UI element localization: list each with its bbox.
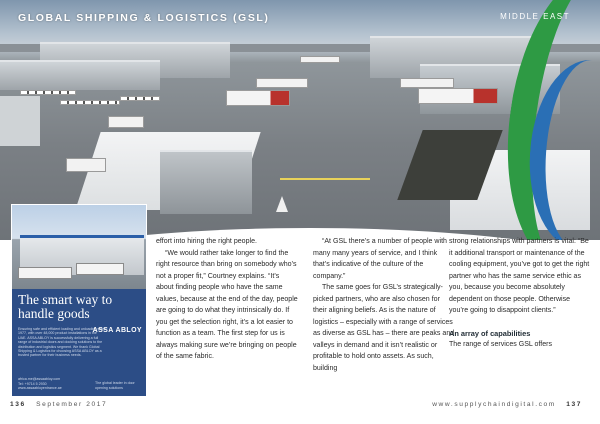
assa-abloy-advert[interactable] [11, 204, 147, 397]
warehouse-front-wall [160, 150, 252, 214]
road-marking [280, 178, 370, 180]
footer-right [432, 401, 582, 408]
website-link[interactable]: www.supplychaindigital.com [432, 401, 556, 408]
paragraph: The range of services GSL offers [449, 341, 553, 348]
road-arrow [276, 196, 288, 212]
assa-abloy-logo: ASSA ABLOY [92, 327, 142, 334]
subheading: An array of capabilities [449, 328, 531, 338]
ad-body: Ensuring safe and efficient loading and unloading since 1977, with over 48,000 product installations in the UAE. ASSA ABLOY is successfully delivering a full range of industrial doors and docking solutions to the distribution and logistics segment. We thank Global Shipping & Logistics for choosing ASSA ABLOY as a trusted partner for their business needs. [18, 327, 106, 358]
ad-photo [12, 205, 147, 289]
truck [400, 78, 454, 88]
paragraph: The same goes for GSL’s strategically-picked partners, who are also chosen for their aligning beliefs. As is the nature of logistics – especially with a range of services as diverse as GSL has – there are peaks and valleys in demand and it isn’t realistic or profitable to hold onto assets. As such, building [313, 284, 455, 372]
warehouse-left-mid [0, 60, 160, 90]
ad-headline: The smart way to handle goods [18, 292, 113, 321]
ad-tagline: The global leader in door opening solutions [95, 381, 135, 390]
truck [418, 88, 498, 104]
paragraph: strong relationships with partners is vital: “Be it additional transport or maintenance of the cooling equipment, you’ve got to get the right partner who has the same service ethic as you, because you become absolutely dependent on those people. Otherwise you’re going to disappoint clients.” [449, 238, 590, 314]
page-number-left: 136 [10, 401, 26, 408]
page-number-right: 137 [566, 401, 582, 408]
article-column-3 [449, 236, 591, 351]
paragraph: “At GSL there’s a number of people with many many years of service, and I think that’s indicative of the culture of the company.” [313, 238, 447, 280]
paragraph: effort into hiring the right people. [156, 238, 257, 245]
warehouse-roof-left [0, 96, 40, 146]
ad-truck [18, 267, 72, 279]
issue-date: September 2017 [36, 401, 108, 408]
parked-cars [60, 100, 120, 105]
truck [226, 90, 290, 106]
ad-truck [76, 263, 124, 275]
region-tag: MIDDLE EAST [500, 12, 570, 21]
paragraph: “We would rather take longer to find the right resource than bring on somebody who’s not a proper fit,” Courtney explains. “It’s about finding people who have the same values, because at the end of the day, people are going to do what they intrinsically do. If you get the selection right, it’s a lot easier to function as a team. The first step for us is always making sure we’re bringing on people of the same fabric. [156, 249, 298, 360]
ad-contact: africa.me@assaabloy.com Tel: +9714 5 2930 www.assaabloyentrance.ae [18, 377, 62, 391]
parked-cars [120, 96, 160, 101]
article-column-1 [156, 236, 298, 363]
footer-left [10, 401, 107, 408]
truck [66, 158, 106, 172]
truck [108, 116, 144, 128]
truck [256, 78, 308, 88]
article-column-2 [313, 236, 455, 374]
truck [300, 56, 340, 63]
section-title: GLOBAL SHIPPING & LOGISTICS (GSL) [18, 12, 270, 24]
parked-cars [20, 90, 76, 95]
